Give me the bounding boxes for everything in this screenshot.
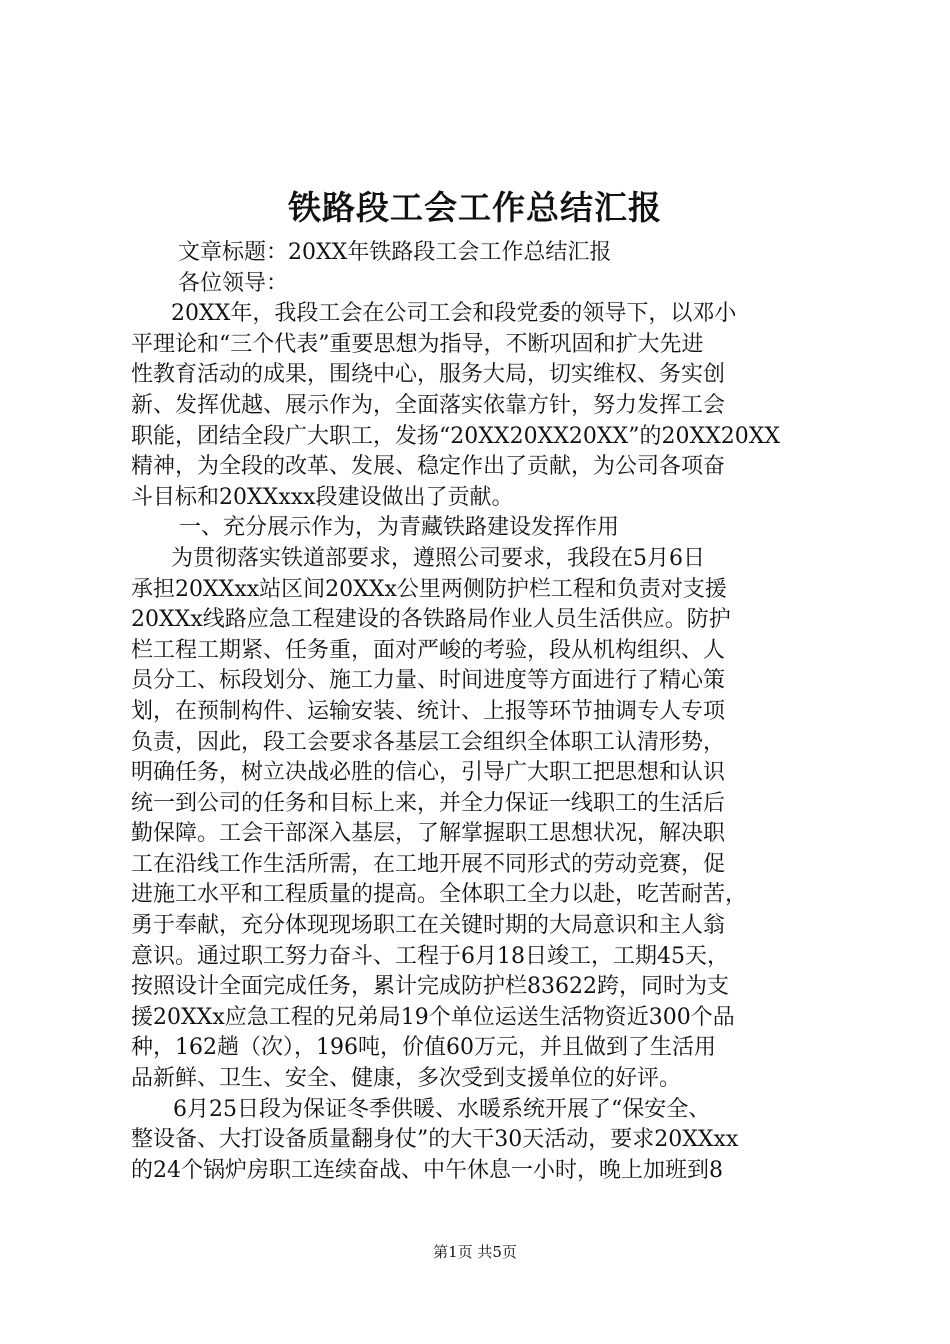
paragraph-line: 种，162趟（次），196吨，价值60万元，并且做到了生活用 bbox=[131, 1035, 716, 1061]
paragraph-line: 精神，为全段的改革、发展、稳定作出了贡献，为公司各项奋 bbox=[131, 454, 726, 480]
paragraph-line: 统一到公司的任务和目标上来，并全力保证一线职工的生活后 bbox=[131, 790, 726, 816]
paragraph-line: 勇于奉献，充分体现现场职工在关键时期的大局意识和主人翁 bbox=[131, 913, 726, 939]
paragraph-line: 平理论和“三个代表”重要思想为指导，不断巩固和扩大先进 bbox=[131, 331, 704, 357]
paragraph-line: 负责，因此，段工会要求各基层工会组织全体职工认清形势， bbox=[131, 729, 726, 755]
paragraph-line: 职能，团结全段广大职工，发扬“20XX20XX20XX”的20XX20XX bbox=[131, 423, 781, 449]
paragraph-line: 品新鲜、卫生、安全、健康，多次受到支援单位的好评。 bbox=[131, 1066, 682, 1092]
paragraph-line: 6月25日段为保证冬季供暖、水暖系统开展了“保安全、 bbox=[173, 1096, 711, 1122]
paragraph-line: 整设备、大打设备质量翻身仗”的大干30天活动，要求20XXxx bbox=[131, 1127, 739, 1153]
paragraph-line: 的24个锅炉房职工连续奋战、中午休息一小时，晚上加班到8 bbox=[131, 1157, 723, 1183]
paragraph-line: 为贯彻落实铁道部要求，遵照公司要求，我段在5月6日 bbox=[171, 545, 705, 571]
paragraph-line: 工在沿线工作生活所需，在工地开展不同形式的劳动竞赛，促 bbox=[131, 851, 726, 877]
salutation: 各位领导： bbox=[178, 270, 289, 296]
document-title: 铁路段工会工作总结汇报 bbox=[288, 188, 662, 227]
paragraph-line: 进施工水平和工程质量的提高。全体职工全力以赴，吃苦耐苦， bbox=[131, 882, 748, 908]
paragraph-line: 性教育活动的成果，围绕中心，服务大局，切实维权、务实创 bbox=[131, 362, 726, 388]
page-footer: 第1页 共5页 bbox=[433, 1243, 517, 1261]
article-title-line: 文章标题：20XX年铁路段工会工作总结汇报 bbox=[178, 240, 612, 265]
paragraph-line: 援20XXx应急工程的兄弟局19个单位运送生活物资近300个品 bbox=[131, 1004, 735, 1030]
paragraph-line: 明确任务，树立决战必胜的信心，引导广大职工把思想和认识 bbox=[131, 760, 726, 786]
paragraph-line: 划，在预制构件、运输安装、统计、上报等环节抽调专人专项 bbox=[131, 698, 726, 724]
section-heading: 一、充分展示作为，为青藏铁路建设发挥作用 bbox=[179, 515, 620, 541]
paragraph-line: 按照设计全面完成任务，累计完成防护栏83622跨，同时为支 bbox=[131, 974, 729, 1000]
paragraph-line: 勤保障。工会干部深入基层，了解掌握职工思想状况，解决职 bbox=[131, 821, 726, 847]
paragraph-line: 承担20XXxx站区间20XXx公里两侧防护栏工程和负责对支援 bbox=[131, 576, 727, 602]
paragraph-line: 意识。通过职工努力奋斗、工程于6月18日竣工，工期45天， bbox=[131, 943, 729, 969]
paragraph-line: 栏工程工期紧、任务重，面对严峻的考验，段从机构组织、人 bbox=[131, 637, 726, 663]
paragraph-line: 新、发挥优越、展示作为，全面落实依靠方针，努力发挥工会 bbox=[131, 392, 726, 418]
paragraph-line: 20XX年，我段工会在公司工会和段党委的领导下，以邓小 bbox=[171, 301, 737, 327]
paragraph-line: 20XXx线路应急工程建设的各铁路局作业人员生活供应。防护 bbox=[131, 607, 731, 633]
paragraph-line: 斗目标和20XXxxx段建设做出了贡献。 bbox=[131, 484, 514, 510]
paragraph-line: 员分工、标段划分、施工力量、时间进度等方面进行了精心策 bbox=[131, 668, 726, 694]
document-body bbox=[131, 238, 839, 1186]
